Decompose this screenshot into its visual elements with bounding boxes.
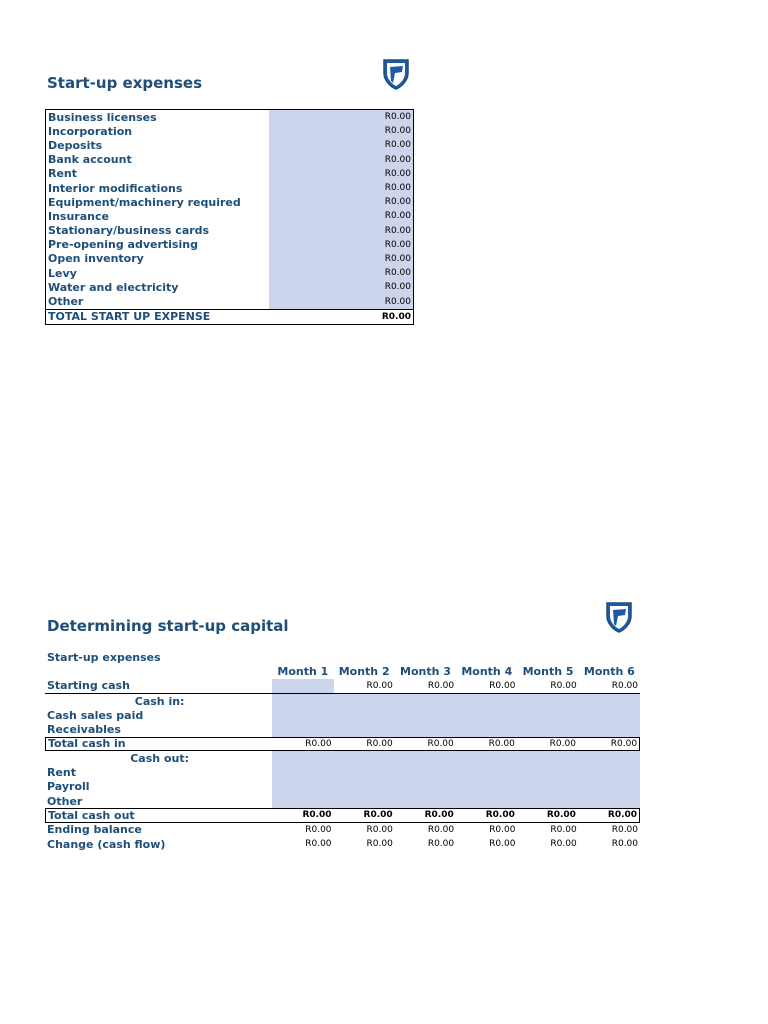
cash-sales-input-cell[interactable] bbox=[456, 708, 517, 722]
expense-value-input[interactable]: R0.00 bbox=[269, 181, 413, 195]
rent-input-cell[interactable] bbox=[272, 765, 333, 779]
ending-balance-cell-text: R0.00 bbox=[489, 824, 516, 835]
ending-balance-cell-text: R0.00 bbox=[611, 824, 639, 835]
startup-expenses-table bbox=[45, 109, 414, 325]
expense-label: Stationary/business cards bbox=[48, 224, 210, 238]
total-startup-expense-row bbox=[46, 309, 413, 324]
expense-row bbox=[46, 138, 413, 152]
receivables-row bbox=[45, 722, 640, 736]
ending-balance-cell bbox=[579, 823, 640, 837]
total-cash-out-cell-text: R0.00 bbox=[363, 810, 393, 821]
expense-value-input[interactable]: R0.00 bbox=[269, 266, 413, 280]
ending-balance-cell-text: R0.00 bbox=[427, 824, 455, 835]
receivables-input-cell[interactable] bbox=[334, 722, 395, 736]
cash-out-input-cell[interactable] bbox=[456, 751, 517, 765]
bank-shield-logo-icon bbox=[604, 600, 634, 634]
ending-balance-cell bbox=[334, 823, 395, 837]
expense-value-input[interactable]: R0.00 bbox=[269, 294, 413, 308]
cash-out-input-cell[interactable] bbox=[395, 751, 456, 765]
rent-input-cell[interactable] bbox=[395, 765, 456, 779]
change-cash-flow-cell-text: R0.00 bbox=[611, 839, 639, 849]
receivables-input-cell[interactable] bbox=[517, 722, 578, 736]
change-cash-flow-cell bbox=[517, 837, 578, 851]
total-cash-out-cell bbox=[395, 809, 456, 821]
change-cash-flow-cell-text: R0.00 bbox=[305, 839, 332, 849]
expense-label: Other bbox=[48, 295, 84, 309]
expense-value-input[interactable]: R0.00 bbox=[269, 252, 413, 266]
month-header bbox=[517, 664, 578, 678]
month-header bbox=[395, 664, 456, 678]
cash-sales-input-cell[interactable] bbox=[395, 708, 456, 722]
change-cash-flow-row bbox=[45, 837, 640, 851]
starting-cash-cell-text: R0.00 bbox=[366, 680, 393, 691]
total-cash-in-cell bbox=[334, 738, 395, 750]
receivables-label: Receivables bbox=[47, 723, 121, 737]
expense-label: Interior modifications bbox=[48, 181, 183, 195]
expense-label: Deposits bbox=[48, 138, 103, 152]
payroll-row bbox=[45, 780, 640, 794]
receivables-input-cell[interactable] bbox=[272, 722, 333, 736]
receivables-input-cell[interactable] bbox=[456, 722, 517, 736]
total-cash-out-label: Total cash out bbox=[48, 808, 135, 822]
total-cash-in-cell bbox=[517, 738, 578, 750]
cash-out-input-cell[interactable] bbox=[517, 751, 578, 765]
expense-row bbox=[46, 124, 413, 138]
other-label: Other bbox=[47, 794, 83, 808]
total-cash-out-cell bbox=[334, 809, 395, 821]
starting-cash-cell-text: R0.00 bbox=[427, 680, 455, 691]
month-header bbox=[272, 664, 333, 678]
cash-sales-label: Cash sales paid bbox=[47, 708, 144, 722]
starting-cash-row bbox=[45, 679, 640, 694]
cash-in-input-cell[interactable] bbox=[272, 694, 333, 708]
month-header bbox=[456, 664, 517, 678]
change-cash-flow-label: Change (cash flow) bbox=[47, 837, 166, 851]
startup-capital-title: Determining start-up capital bbox=[47, 617, 289, 635]
cash-out-input-cell[interactable] bbox=[579, 751, 640, 765]
expense-value-input[interactable]: R0.00 bbox=[269, 124, 413, 138]
total-cash-out-cell bbox=[456, 809, 517, 821]
bank-shield-logo-icon bbox=[381, 57, 411, 91]
cash-out-input-cell[interactable] bbox=[272, 751, 333, 765]
starting-cash-cell-text: R0.00 bbox=[550, 680, 577, 691]
other-input-cell[interactable] bbox=[272, 794, 333, 808]
cash-sales-input-cell[interactable] bbox=[334, 708, 395, 722]
ending-balance-label: Ending balance bbox=[47, 823, 142, 837]
change-cash-flow-cell bbox=[579, 837, 640, 851]
payroll-label: Payroll bbox=[47, 780, 90, 794]
payroll-input-cell[interactable] bbox=[395, 780, 456, 794]
total-cash-in-cell-text: R0.00 bbox=[610, 738, 638, 749]
cash-in-input-cell[interactable] bbox=[334, 694, 395, 708]
rent-input-cell[interactable] bbox=[456, 765, 517, 779]
total-cash-out-cell-text: R0.00 bbox=[424, 810, 454, 821]
expense-row bbox=[46, 252, 413, 266]
other-input-cell[interactable] bbox=[334, 794, 395, 808]
total-cash-in-cell bbox=[395, 738, 456, 750]
total-cash-in-cell-text: R0.00 bbox=[427, 738, 454, 749]
rent-label: Rent bbox=[47, 766, 77, 780]
subtitle-row bbox=[45, 650, 640, 664]
expense-value-input[interactable]: R0.00 bbox=[269, 153, 413, 167]
total-cash-in-cell bbox=[272, 738, 333, 750]
expense-label: Business licenses bbox=[48, 110, 157, 124]
cash-in-input-cell[interactable] bbox=[456, 694, 517, 708]
total-cash-in-cell bbox=[456, 738, 517, 750]
month-header-text: Month 6 bbox=[583, 664, 635, 678]
rent-row bbox=[45, 765, 640, 779]
other-row bbox=[45, 794, 640, 808]
cash-in-input-cell[interactable] bbox=[579, 694, 640, 708]
payroll-input-cell[interactable] bbox=[517, 780, 578, 794]
total-cash-out-cell-text: R0.00 bbox=[546, 810, 576, 821]
ending-balance-cell-text: R0.00 bbox=[366, 824, 393, 835]
starting-cash-cell bbox=[456, 679, 517, 693]
ending-balance-cell bbox=[456, 823, 517, 837]
total-value: R0.00 bbox=[381, 311, 411, 322]
change-cash-flow-cell-text: R0.00 bbox=[489, 839, 516, 849]
starting-cash-cell bbox=[395, 679, 456, 693]
total-cash-out-cell bbox=[517, 809, 578, 821]
receivables-input-cell[interactable] bbox=[395, 722, 456, 736]
ending-balance-row bbox=[45, 823, 640, 837]
ending-balance-cell-text: R0.00 bbox=[305, 824, 332, 835]
total-cash-out-row bbox=[45, 808, 640, 822]
other-input-cell[interactable] bbox=[395, 794, 456, 808]
cash-sales-input-cell[interactable] bbox=[272, 708, 333, 722]
total-cash-in-cell-text: R0.00 bbox=[488, 738, 515, 749]
expense-value-input[interactable]: R0.00 bbox=[269, 195, 413, 209]
total-cash-in-cell bbox=[578, 738, 639, 750]
change-cash-flow-cell bbox=[334, 837, 395, 851]
starting-cash-cell-text: R0.00 bbox=[489, 680, 516, 691]
month-header-text: Month 1 bbox=[277, 664, 329, 678]
starting-cash-cell bbox=[517, 679, 578, 693]
expense-row bbox=[46, 195, 413, 209]
starting-cash-label: Starting cash bbox=[47, 679, 130, 693]
starting-cash-cell bbox=[334, 679, 395, 693]
ending-balance-cell bbox=[395, 823, 456, 837]
starting-cash-cell bbox=[272, 679, 333, 693]
starting-cash-cell bbox=[579, 679, 640, 693]
rent-input-cell[interactable] bbox=[334, 765, 395, 779]
total-cash-in-cell-text: R0.00 bbox=[366, 738, 393, 749]
expense-label: Open inventory bbox=[48, 252, 144, 266]
expense-row bbox=[46, 167, 413, 181]
expense-row bbox=[46, 238, 413, 252]
expense-row bbox=[46, 153, 413, 167]
expense-row bbox=[46, 110, 413, 124]
total-cash-out-cell bbox=[578, 809, 639, 821]
month-header-row bbox=[45, 664, 640, 678]
expense-value-input[interactable]: R0.00 bbox=[269, 110, 413, 124]
expense-row bbox=[46, 280, 413, 294]
other-input-cell[interactable] bbox=[517, 794, 578, 808]
total-cash-in-row bbox=[45, 737, 640, 751]
expense-label: Bank account bbox=[48, 153, 132, 167]
total-cash-out-cell-text: R0.00 bbox=[302, 810, 332, 821]
change-cash-flow-cell bbox=[395, 837, 456, 851]
total-label: TOTAL START UP EXPENSE bbox=[48, 310, 211, 324]
expense-value-input[interactable]: R0.00 bbox=[269, 224, 413, 238]
cash-out-input-cell[interactable] bbox=[334, 751, 395, 765]
expense-row bbox=[46, 266, 413, 280]
expense-label: Equipment/machinery required bbox=[48, 195, 241, 209]
total-cash-out-cell bbox=[272, 809, 333, 821]
starting-cash-cell-text: R0.00 bbox=[611, 680, 639, 691]
change-cash-flow-cell-text: R0.00 bbox=[550, 839, 577, 849]
cash-out-label: Cash out: bbox=[130, 751, 189, 765]
change-cash-flow-cell bbox=[456, 837, 517, 851]
month-header-text: Month 3 bbox=[400, 664, 451, 678]
cash-in-label: Cash in: bbox=[134, 694, 185, 708]
ending-balance-cell bbox=[517, 823, 578, 837]
change-cash-flow-cell bbox=[272, 837, 333, 851]
month-header bbox=[579, 664, 640, 678]
expense-row bbox=[46, 209, 413, 223]
payroll-input-cell[interactable] bbox=[334, 780, 395, 794]
startup-expenses-title: Start-up expenses bbox=[47, 74, 202, 92]
month-header-text: Month 5 bbox=[522, 664, 574, 678]
ending-balance-cell bbox=[272, 823, 333, 837]
expense-value-input[interactable]: R0.00 bbox=[269, 238, 413, 252]
expense-label: Incorporation bbox=[48, 124, 133, 138]
expense-row bbox=[46, 181, 413, 195]
expense-label: Insurance bbox=[48, 209, 109, 223]
expense-value-input[interactable]: R0.00 bbox=[269, 167, 413, 181]
total-cash-in-cell-text: R0.00 bbox=[305, 738, 332, 749]
total-cash-out-cell-text: R0.00 bbox=[485, 810, 515, 821]
expense-label: Water and electricity bbox=[48, 280, 179, 294]
month-header-text: Month 4 bbox=[461, 664, 513, 678]
rent-input-cell[interactable] bbox=[517, 765, 578, 779]
expense-label: Rent bbox=[48, 167, 78, 181]
cash-flow-subtitle: Start-up expenses bbox=[47, 650, 161, 664]
payroll-input-cell[interactable] bbox=[272, 780, 333, 794]
total-cash-out-cell-text: R0.00 bbox=[607, 810, 638, 821]
cash-sales-row bbox=[45, 708, 640, 722]
expense-value-input[interactable]: R0.00 bbox=[269, 138, 413, 152]
expense-value-input[interactable]: R0.00 bbox=[269, 209, 413, 223]
ending-balance-cell-text: R0.00 bbox=[550, 824, 577, 835]
receivables-input-cell[interactable] bbox=[579, 722, 640, 736]
cash-flow-table bbox=[45, 650, 640, 851]
other-input-cell[interactable] bbox=[579, 794, 640, 808]
cash-out-header-row bbox=[45, 751, 640, 765]
expense-row bbox=[46, 224, 413, 238]
other-input-cell[interactable] bbox=[456, 794, 517, 808]
cash-in-header-row bbox=[45, 694, 640, 708]
expense-label: Pre-opening advertising bbox=[48, 238, 198, 252]
cash-in-input-cell[interactable] bbox=[517, 694, 578, 708]
cash-sales-input-cell[interactable] bbox=[517, 708, 578, 722]
month-header-text: Month 2 bbox=[338, 664, 390, 678]
rent-input-cell[interactable] bbox=[579, 765, 640, 779]
total-cash-in-label: Total cash in bbox=[48, 737, 126, 751]
expense-row bbox=[46, 294, 413, 308]
payroll-input-cell[interactable] bbox=[456, 780, 517, 794]
month-header bbox=[334, 664, 395, 678]
change-cash-flow-cell-text: R0.00 bbox=[427, 839, 455, 849]
expense-value-input[interactable]: R0.00 bbox=[269, 280, 413, 294]
cash-sales-input-cell[interactable] bbox=[579, 708, 640, 722]
total-cash-in-cell-text: R0.00 bbox=[549, 738, 576, 749]
payroll-input-cell[interactable] bbox=[579, 780, 640, 794]
cash-in-input-cell[interactable] bbox=[395, 694, 456, 708]
expense-label: Levy bbox=[48, 266, 77, 280]
change-cash-flow-cell-text: R0.00 bbox=[366, 839, 393, 849]
